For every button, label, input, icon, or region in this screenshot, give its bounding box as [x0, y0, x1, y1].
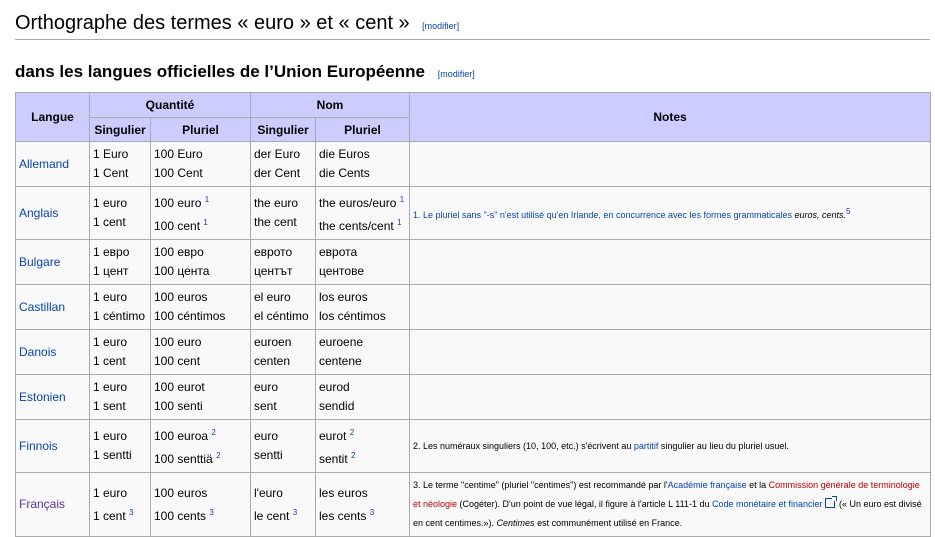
cell: 1 euro 1 céntimo [90, 285, 151, 330]
cell: eurod sendid [316, 375, 410, 420]
note-cell [410, 330, 931, 375]
euro-spelling-table [15, 92, 931, 537]
lang-link[interactable]: Anglais [16, 187, 90, 240]
cell: the euros/euro $^1$ the cents/cent $^1$ [316, 187, 410, 240]
note-cell [410, 375, 931, 420]
cell: eurot $^2$ sentit $^2$ [316, 420, 410, 473]
lang-link[interactable]: Français [16, 473, 90, 537]
header-nom: Nom [251, 93, 410, 118]
cell: die Euros die Cents [316, 142, 410, 187]
header-quantite: Quantité [90, 93, 251, 118]
partitif-link[interactable]: partitif [633, 440, 659, 451]
cell: les euros les cents $^3$ [316, 473, 410, 537]
lang-link[interactable]: Estonien [16, 375, 90, 420]
note-cell [410, 285, 931, 330]
table-row [16, 473, 931, 537]
footnote-ref[interactable]: 1 [203, 218, 208, 227]
cell: 100 euro 100 cent [151, 330, 251, 375]
lang-link[interactable]: Finnois [16, 420, 90, 473]
table-row [16, 240, 931, 285]
footnote-ref[interactable]: 3 [292, 507, 298, 517]
header-n-pluriel: Pluriel [316, 118, 410, 142]
note-cell: 2. Les numéraux singuliers (10, 100, etc.) s'écrivent au partitif singulier au lieu du pluriel usuel. [410, 420, 931, 473]
cell: 100 евро 100 цента [151, 240, 251, 285]
cell: 100 euros 100 cents $^3$ [151, 473, 251, 537]
footnote-ref[interactable]: 5 [846, 206, 851, 216]
cell: еврото центът [251, 240, 316, 285]
cell: 1 Euro 1 Cent [90, 142, 151, 187]
header-n-singulier: Singulier [251, 118, 316, 142]
cell: 1 euro 1 sent [90, 375, 151, 420]
footnote-ref[interactable]: 2 [211, 428, 216, 437]
footnote-ref[interactable]: 1 [204, 195, 210, 204]
footnote-ref[interactable]: 3 [369, 507, 375, 517]
lang-link[interactable]: Castillan [16, 285, 90, 330]
note-cell: 3. Le terme "centime" (pluriel "centimes") est recommandé par l'Académie française et la Commission générale de terminologie et néologie (Cogéter). D'un point de vue légal, il figure à l'article L 111-1 du Code monétaire et financier (« Un euro est divisé en cent centimes.»). Centimes est communément utilisé en France. [410, 473, 931, 537]
footnote-ref[interactable]: 3 [129, 507, 134, 517]
subsection-heading [15, 62, 475, 82]
lang-link[interactable]: Allemand [16, 142, 90, 187]
external-link-icon [825, 498, 835, 508]
table-row [16, 142, 931, 187]
footnote-ref[interactable]: 1 [399, 195, 405, 204]
section-edit-link[interactable]: [modifier] [422, 21, 460, 31]
header-notes: Notes [410, 93, 931, 142]
cell: the euro the cent [251, 187, 316, 240]
cell: euroene centene [316, 330, 410, 375]
section-heading [15, 12, 930, 40]
cell: euro sent [251, 375, 316, 420]
cell: der Euro der Cent [251, 142, 316, 187]
cell: 100 euro $^1$ 100 cent $^1$ [151, 187, 251, 240]
cell: euroen centen [251, 330, 316, 375]
table-row [16, 375, 931, 420]
footnote-ref[interactable]: 2 [349, 428, 355, 437]
code-monetaire-link[interactable]: Code monétaire et financier [711, 499, 823, 509]
table-row [16, 285, 931, 330]
footnote-ref[interactable]: 2 [216, 451, 221, 460]
cell: 100 euros 100 céntimos [151, 285, 251, 330]
cell: euro sentti [251, 420, 316, 473]
cell: 100 eurot 100 senti [151, 375, 251, 420]
cell: 1 евро 1 цент [90, 240, 151, 285]
lang-link[interactable]: Danois [16, 330, 90, 375]
cell: l'euro le cent $^3$ [251, 473, 316, 537]
subsection-edit-link[interactable]: [modifier] [437, 69, 475, 79]
header-q-singulier: Singulier [90, 118, 151, 142]
header-langue: Langue [16, 93, 90, 142]
table-row [16, 187, 931, 240]
academie-link[interactable]: Académie française [667, 480, 747, 490]
note-cell: 1. Le pluriel sans "-s" n'est utilisé qu'en Irlande, en concurrence avec les formes grammaticales euros, cents.$^5$ [410, 187, 931, 240]
cell: 100 Euro 100 Cent [151, 142, 251, 187]
table-row [16, 330, 931, 375]
footnote-ref[interactable]: 3 [209, 507, 214, 517]
lang-link[interactable]: Bulgare [16, 240, 90, 285]
cell: еврота центове [316, 240, 410, 285]
cell: el euro el céntimo [251, 285, 316, 330]
cell: 100 euroa $^2$ 100 senttiä $^2$ [151, 420, 251, 473]
cell: 1 euro 1 sentti [90, 420, 151, 473]
footnote-ref[interactable]: 1 [397, 218, 402, 227]
header-q-pluriel: Pluriel [151, 118, 251, 142]
footnote-ref[interactable]: 2 [351, 451, 356, 460]
cell: 1 euro 1 cent [90, 187, 151, 240]
cell: 1 euro 1 cent $^3$ [90, 473, 151, 537]
note-cell [410, 240, 931, 285]
commission-link[interactable]: Commission générale de terminologie et néologie [413, 480, 920, 509]
subsection-title: dans les langues officielles de l’Union Européenne [15, 62, 425, 81]
note-cell [410, 142, 931, 187]
section-title: Orthographe des termes « euro » et « cent » [15, 12, 410, 34]
cell: 1 euro 1 cent [90, 330, 151, 375]
cell: los euros los céntimos [316, 285, 410, 330]
table-row [16, 420, 931, 473]
